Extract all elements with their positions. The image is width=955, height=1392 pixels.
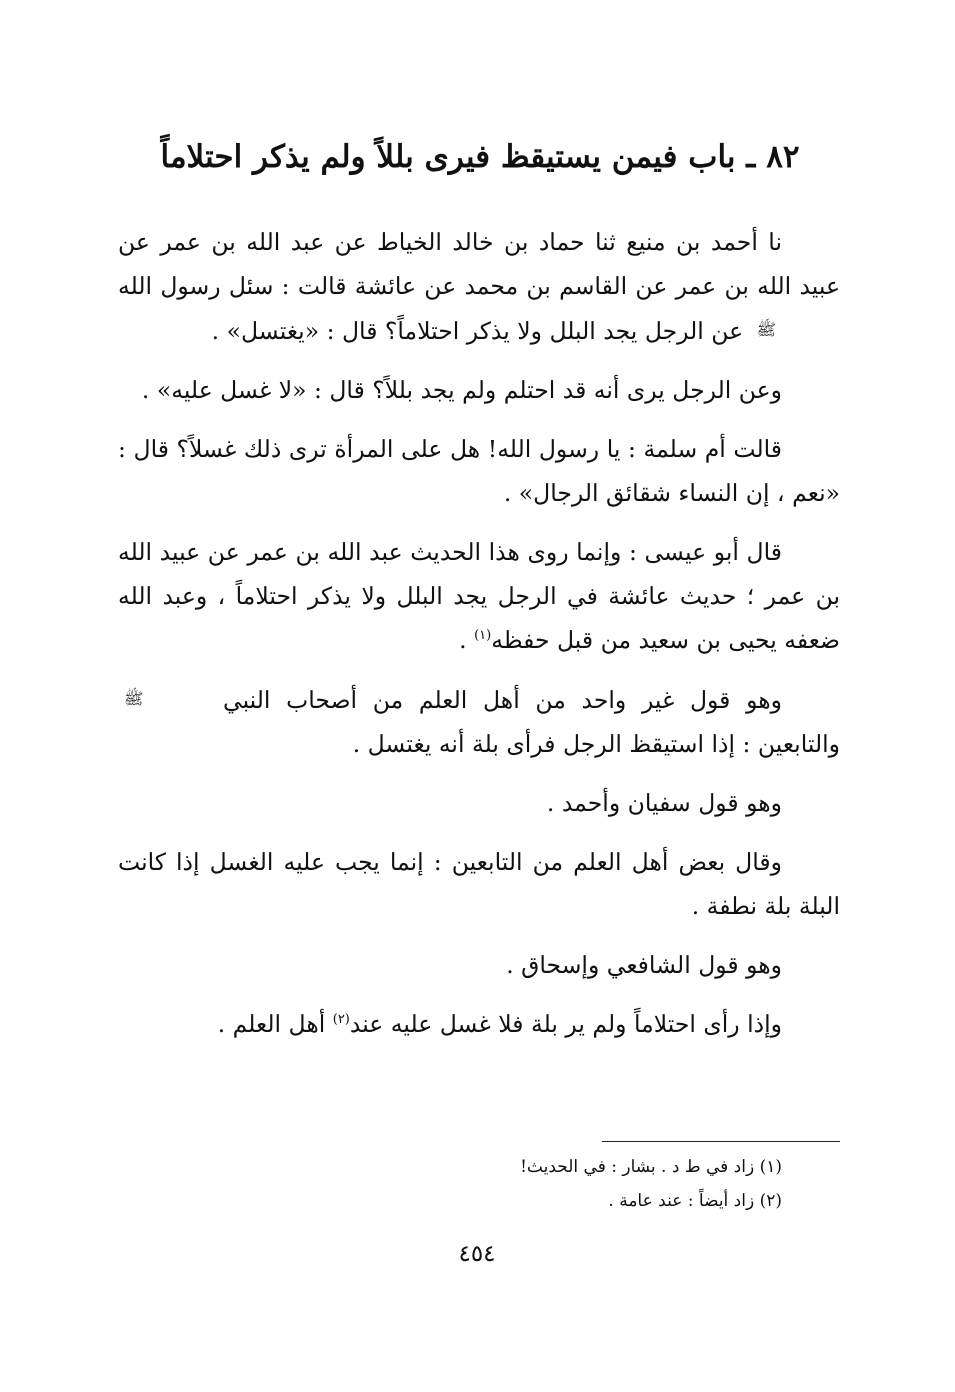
paragraph-companions-view xyxy=(118,677,840,766)
paragraph-sufyan-ahmad: وهو قول سفيان وأحمد . xyxy=(546,789,782,817)
paragraph-text: نا أحمد بن منيع ثنا حماد بن خالد الخياط عن عبد الله بن عمر عن عبيد الله بن عمر عن القاسم بن محمد عن عائشة قالت : سئل رسول الله xyxy=(118,228,840,300)
footnote-ref-2: (٢) xyxy=(332,1012,350,1028)
paragraph-text: . xyxy=(459,626,475,654)
footnote-ref-1: (١) xyxy=(474,628,492,644)
salutation-glyph: ﷺ xyxy=(756,320,776,339)
main-text xyxy=(118,220,840,1061)
paragraph-text: قال أبو عيسى : وإنما روى هذا الحديث عبد الله بن عمر عن عبيد الله بن عمر ؛ حديث عائشة في الرجل يجد البلل ولا يذكر احتلاماً ، وعبد الله ضعفه يحيى بن سعيد من قبل حفظه xyxy=(118,538,840,654)
salutation-glyph: ﷺ xyxy=(124,689,144,708)
footnote-2: (٢) زاد أيضاً : عند عامة . xyxy=(608,1191,782,1211)
paragraph-text: وإذا رأى احتلاماً ولم ير بلة فلا غسل عليه عند xyxy=(349,1010,782,1038)
footnote-1: (١) زاد في ط د . بشار : في الحديث! xyxy=(520,1157,782,1177)
footnotes xyxy=(420,1150,782,1218)
paragraph-umm-salama: قالت أم سلمة : يا رسول الله! هل على المرأة ترى ذلك غسلاً؟ قال : «نعم ، إن النساء شقائق الرجال» . xyxy=(118,435,840,507)
paragraph-no-ghusl xyxy=(118,1002,840,1046)
paragraph-hadith-aisha xyxy=(118,220,840,353)
paragraph-text: والتابعين : إذا استيقظ الرجل فرأى بلة أنه يغتسل . xyxy=(352,730,840,758)
paragraph-text: وهو قول غير واحد من أهل العلم من أصحاب النبي xyxy=(223,686,782,714)
footnote-divider xyxy=(602,1141,840,1142)
page-number: ٤٥٤ xyxy=(458,1241,496,1267)
paragraph-abu-isa xyxy=(118,530,840,662)
paragraph-shafii-ishaq: وهو قول الشافعي وإسحاق . xyxy=(506,951,782,979)
chapter-title: ٨٢ ـ باب فيمن يستيقظ فيرى بللاً ولم يذكر احتلاماً xyxy=(160,138,800,175)
paragraph-text: عن الرجل يجد البلل ولا يذكر احتلاماً؟ قال : «يغتسل» . xyxy=(211,317,744,345)
paragraph-tabiin-view: وقال بعض أهل العلم من التابعين : إنما يجب عليه الغسل إذا كانت البلة بلة نطفة . xyxy=(118,848,840,920)
paragraph-text: أهل العلم . xyxy=(217,1010,333,1038)
paragraph-no-wetness: وعن الرجل يرى أنه قد احتلم ولم يجد بللاً؟ قال : «لا غسل عليه» . xyxy=(141,376,782,404)
